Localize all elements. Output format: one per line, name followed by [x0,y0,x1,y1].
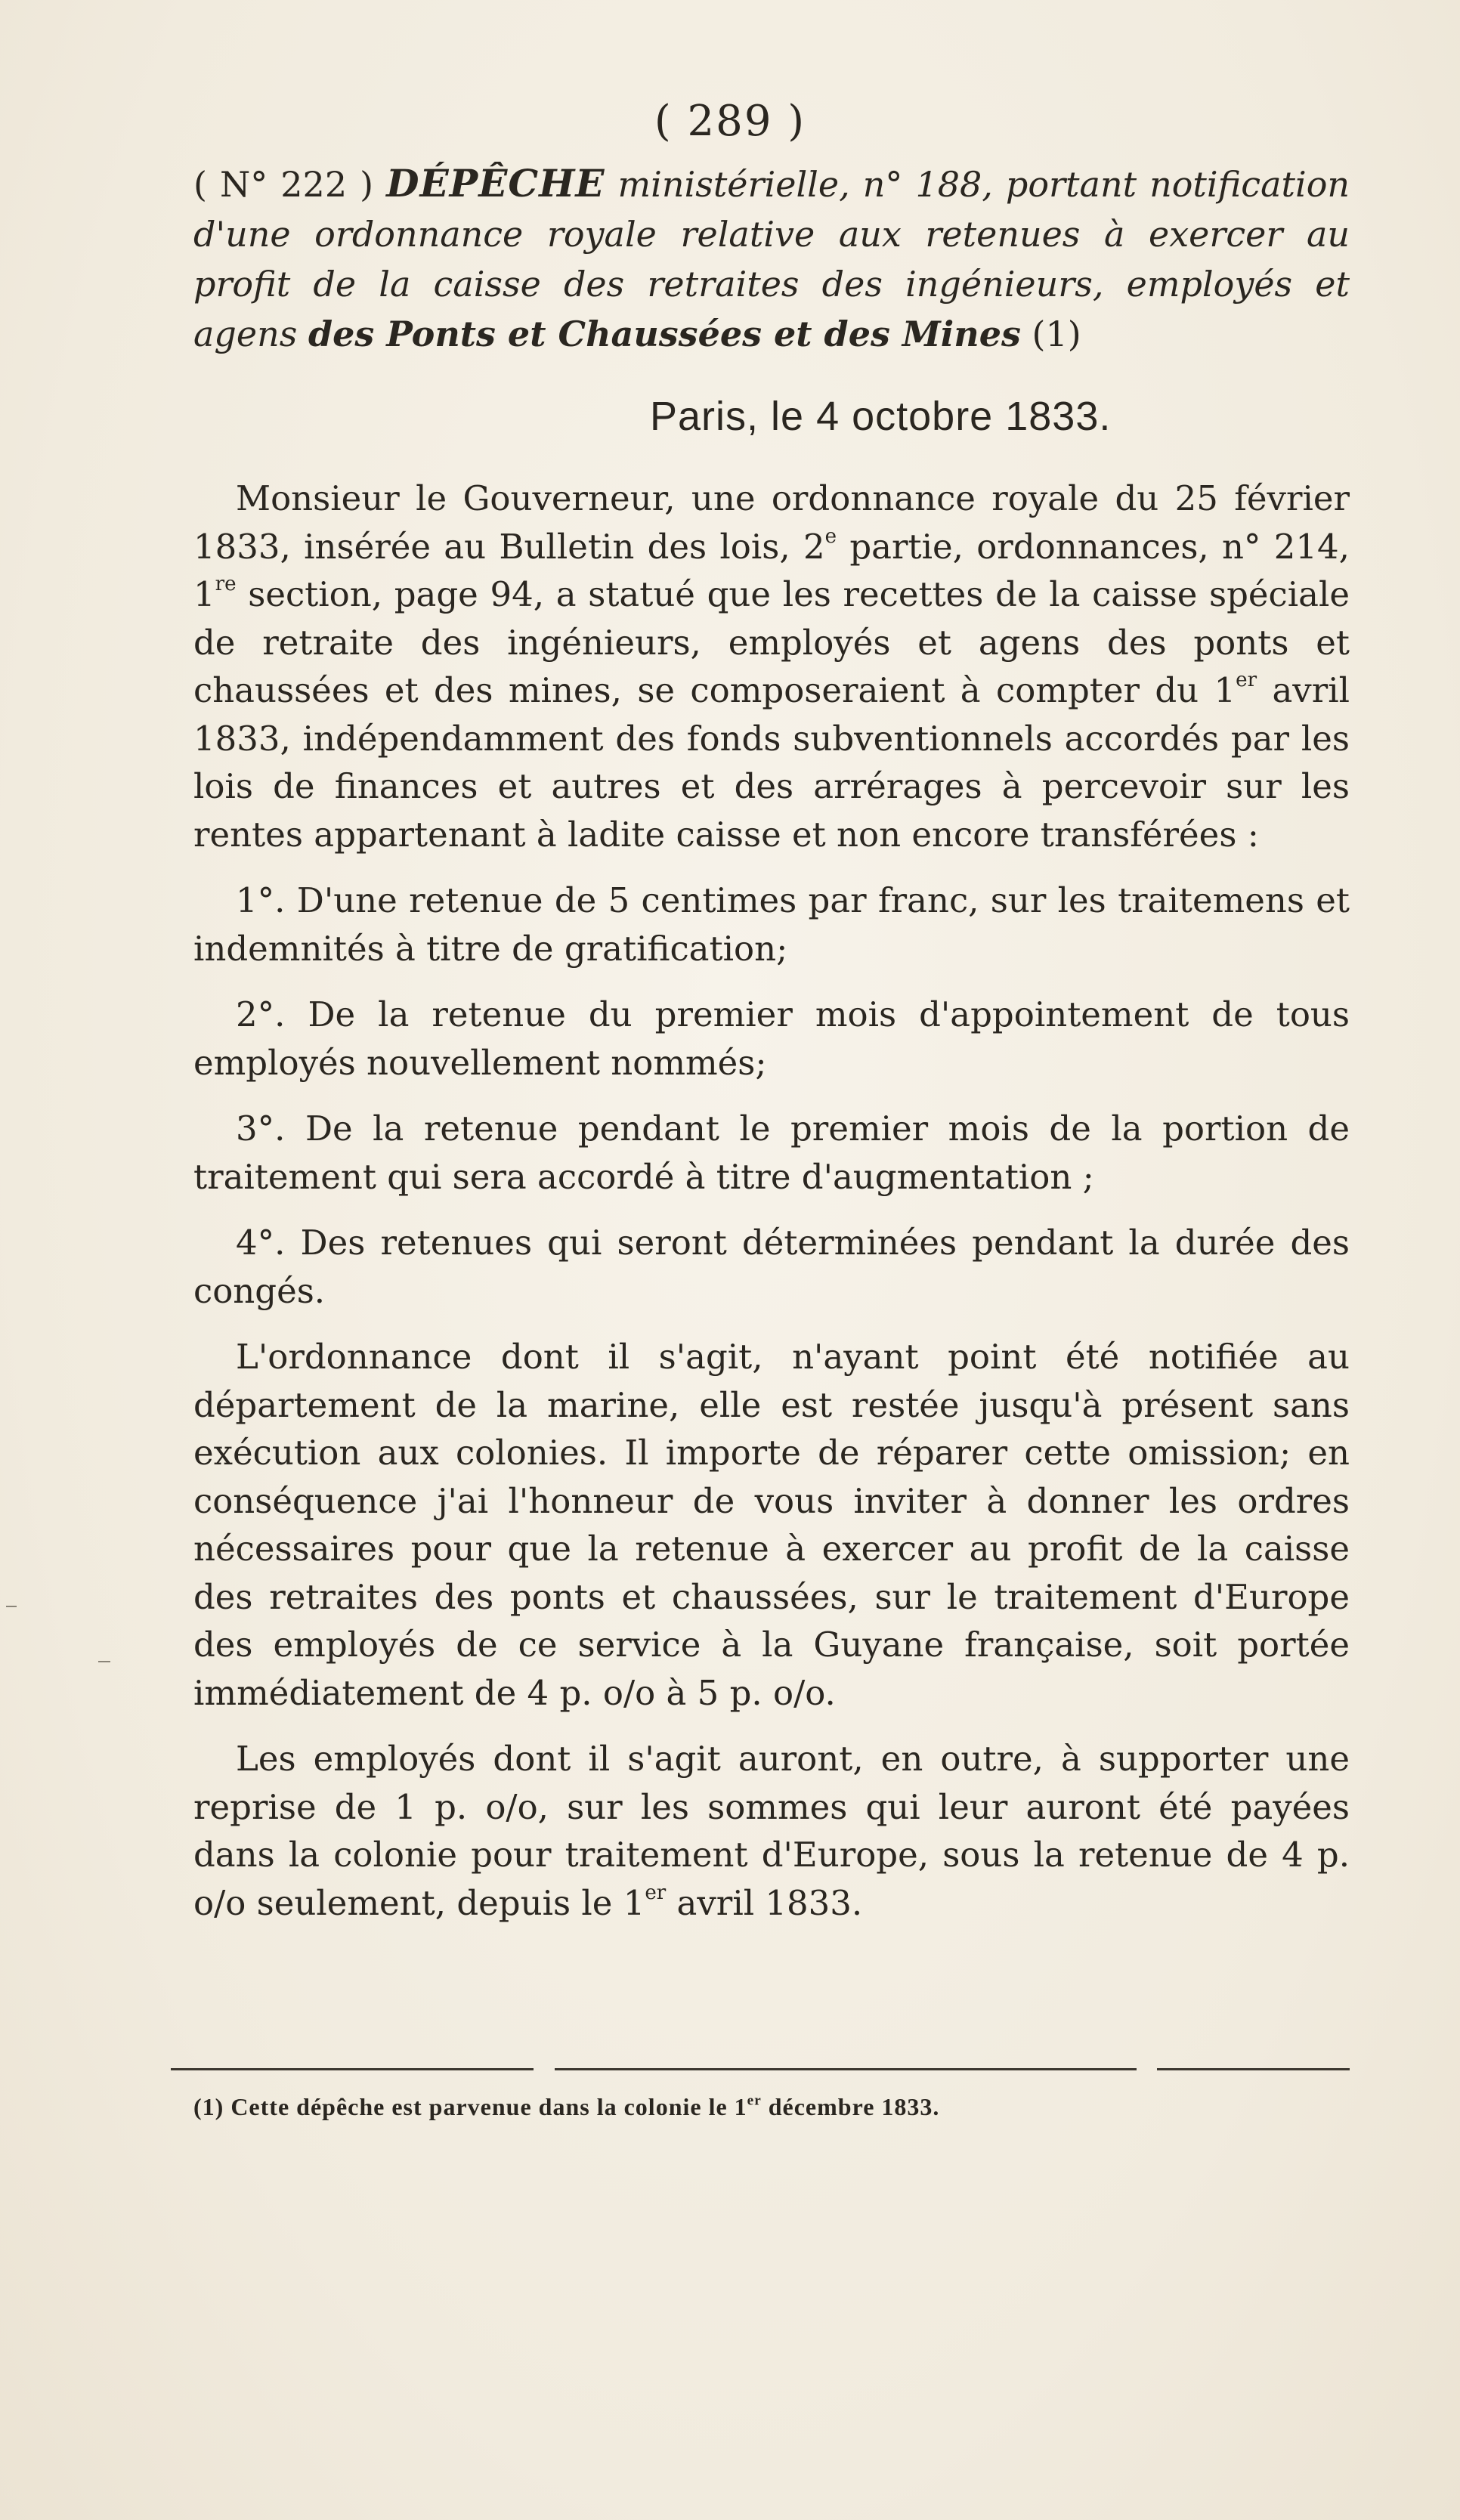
text-run: avril 1833, indépendamment des fonds subventionnels accordés par les lois de finances et autres et des arrérages à percevoir sur les rentes appartenant à ladite caisse et non encore transférées : [193,670,1350,855]
superscript: er [645,1881,667,1904]
list-item-3: 3°. De la retenue pendant le premier mois de la portion de traitement qui sera accordé à titre d'augmentation ; [193,1108,1350,1197]
superscript: er [747,2092,762,2109]
margin-dash [98,1661,110,1662]
text-run: Les employés dont il s'agit auront, en outre, à supporter une reprise de 1 p. o/o, sur les sommes qui leur auront été payées dans la colonie pour traitement d'Europe, sous la retenue de 4 p. o/o seulement, depuis le 1 [193,1739,1350,1923]
dispatch-heading [193,159,1350,359]
dispatch-title: DÉPÊCHE [386,161,605,206]
dispatch-description: ministérielle, n° 188, portant notification d'une ordonnance royale relative aux retenues à exercer au profit de la caisse des retraites des ingénieurs, employés et agens [193,164,1350,354]
text-run: (1) Cette dépêche est parvenue dans la colonie le 1 [193,2093,747,2120]
list-item-1: 1°. D'une retenue de 5 centimes par franc, sur les traitemens et indemnités à titre de gratification; [193,880,1350,969]
page-number: ( 289 ) [654,97,806,146]
rule-segment [1157,2068,1350,2070]
footnote-reference: (1) [1032,314,1081,354]
footnote-separator [171,2067,1350,2071]
text-run: section, page 94, a statué que les recettes de la caisse spéciale de retraite des ingénieurs, employés et agens des ponts et chaussées et des mines, se composeraient à compter du 1 [193,574,1350,710]
rule-segment [171,2068,534,2070]
letter-body [193,475,1350,1927]
superscript: e [824,524,837,548]
dispatch-institution: des Ponts et Chaussées et des Mines [308,314,1021,354]
text-run: Monsieur le Gouverneur, une ordonnance royale du 25 février 1833, insérée au Bulletin des lois, 2 [193,478,1350,567]
text-run: décembre 1833. [761,2093,940,2120]
text-run: partie, ordonnances, n° 214, 1 [193,526,1350,614]
paragraph-intro [193,475,1350,858]
text-run: avril 1833. [666,1882,863,1923]
dispatch-number: ( N° 222 ) [193,164,374,205]
dateline: Paris, le 4 octobre 1833. [650,394,1112,439]
list-item-4: 4°. Des retenues qui seront déterminées pendant la durée des congés. [193,1223,1350,1311]
footnote [193,2092,1350,2122]
margin-dash [6,1606,17,1607]
superscript: re [215,573,237,596]
list-item-2: 2°. De la retenue du premier mois d'appointement de tous employés nouvellement nommés; [193,994,1350,1083]
paragraph-reprise [193,1735,1350,1927]
rule-segment [555,2068,1137,2070]
paragraph-omission: L'ordonnance dont il s'agit, n'ayant point été notifiée au département de la marine, elle est restée jusqu'à présent sans exécution aux colonies. Il importe de réparer cette omission; en conséquence j'ai l'honneur de vous inviter à donner les ordres nécessaires pour que la retenue à exercer au profit de la caisse des retraites des ponts et chaussées, sur le traitement d'Europe des employés de ce service à la Guyane française, soit portée immédiatement de 4 p. o/o à 5 p. o/o. [193,1337,1350,1713]
superscript: er [1236,669,1257,692]
